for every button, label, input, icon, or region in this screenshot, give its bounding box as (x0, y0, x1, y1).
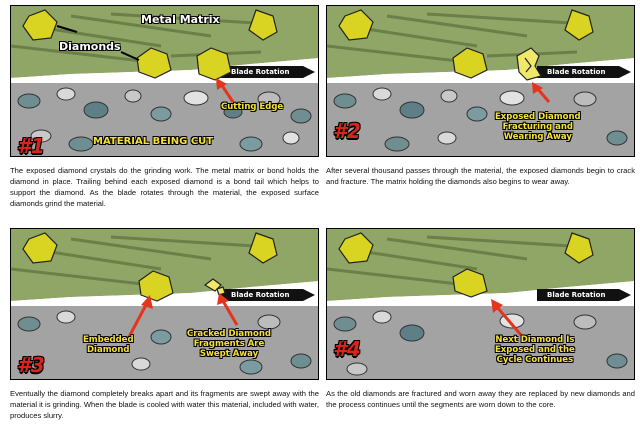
panel-2 (326, 5, 635, 220)
fracturing-callout-line-3: Wearing Away (503, 132, 572, 142)
metal-matrix-label: Metal Matrix (141, 13, 220, 26)
cracked-callout-line-3: Swept Away (199, 349, 259, 359)
fracturing-callout-line-1: Exposed Diamond (495, 112, 581, 122)
panel-4-drawing (327, 229, 635, 380)
fracturing-callout (495, 112, 581, 142)
panel-3-drawing (11, 229, 319, 380)
embedded-callout-line-1: Embedded (83, 335, 134, 345)
material-being-cut-label: MATERIAL BEING CUT (93, 136, 214, 147)
step-number-2: #2 (333, 119, 361, 143)
step-number-3: #3 (17, 353, 45, 377)
blade-rotation-label: Blade Rotation (231, 291, 290, 299)
panel-4-illustration (326, 228, 635, 380)
blade-rotation-label: Blade Rotation (231, 68, 290, 76)
panel-3 (10, 228, 319, 443)
embedded-diamond-callout (83, 335, 134, 355)
step-number-4: #4 (333, 337, 361, 361)
embedded-callout-line-2: Diamond (86, 345, 130, 355)
next-callout-line-2: Exposed and the (495, 345, 575, 355)
panel-3-illustration (10, 228, 319, 380)
cracked-callout-line-2: Fragments Are (193, 339, 265, 349)
panel-2-drawing (327, 6, 635, 157)
next-callout-line-1: Next Diamond Is (495, 335, 575, 345)
panel-4-caption: As the old diamonds are fractured and worn away they are replaced by new diamonds and the process continues until the segments are worn down to the core. (326, 389, 635, 409)
diamonds-label: Diamonds (59, 40, 121, 53)
panel-1-caption: The exposed diamond crystals do the grinding work. The metal matrix or bond holds the diamond in place. Trailing behind each exposed diamond is a bond tail which helps to support the diamond. As the blade rotates through the material, the exposed surface diamonds grind the material. (10, 166, 319, 208)
blade-rotation-label: Blade Rotation (547, 68, 606, 76)
panel-2-illustration (326, 5, 635, 157)
panel-3-caption: Eventually the diamond completely breaks apart and its fragments are swept away with the material it is grinding. When the blade is cooled with water this material, included with water, produces slurry. (10, 389, 319, 420)
fracturing-callout-line-2: Fracturing and (502, 122, 574, 132)
cracked-callout-line-1: Cracked Diamond (187, 329, 271, 339)
panel-2-caption: After several thousand passes through the material, the exposed diamonds begin to crack and fracture. The matrix holding the diamonds also begins to wear away. (326, 166, 635, 186)
blade-rotation-label: Blade Rotation (547, 291, 606, 299)
panel-4 (326, 228, 635, 443)
cracked-diamond-callout (187, 329, 271, 359)
next-callout-line-3: Cycle Continues (496, 355, 574, 365)
panel-1-drawing (11, 6, 319, 157)
panel-1 (10, 5, 319, 220)
cutting-edge-label: Cutting Edge (221, 102, 284, 112)
step-number-1: #1 (17, 134, 45, 157)
next-diamond-callout (495, 335, 575, 365)
panel-1-illustration (10, 5, 319, 157)
